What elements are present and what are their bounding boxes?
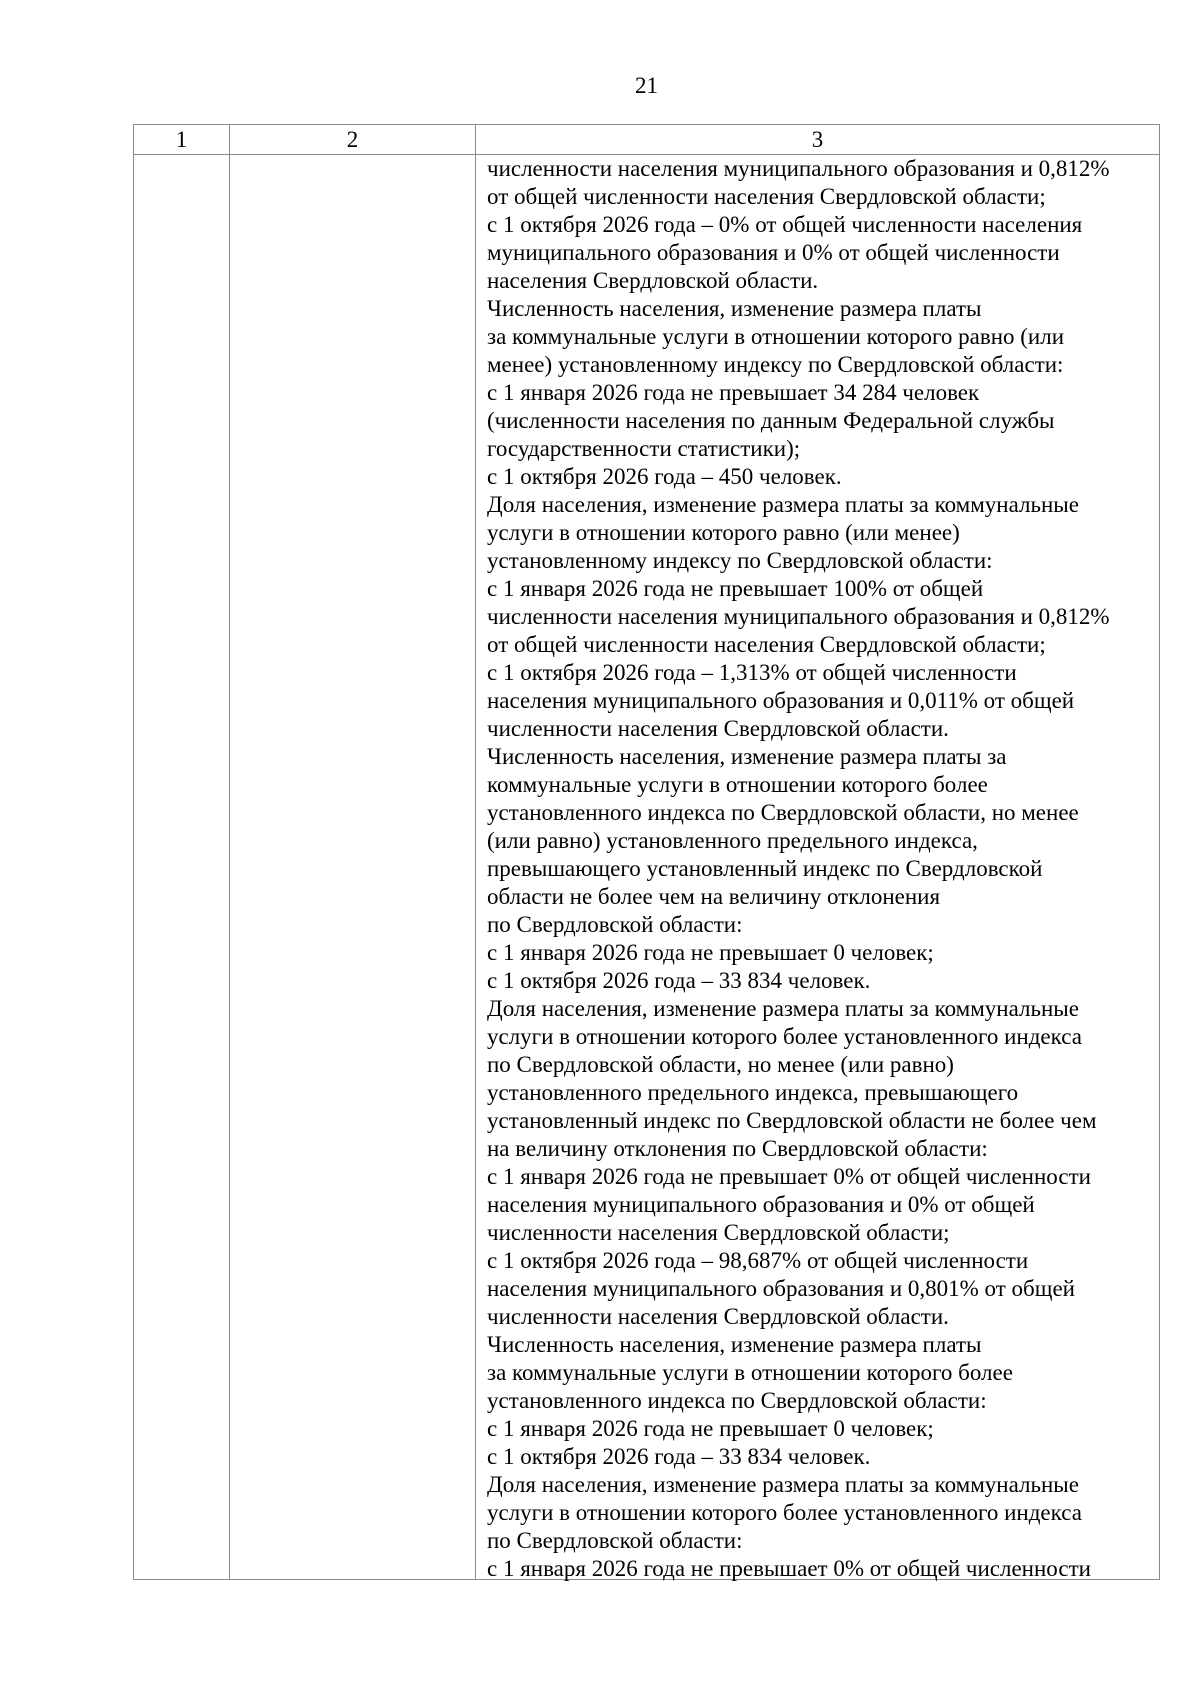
text-line: установленного индекса по Свердловской области: bbox=[487, 1388, 987, 1413]
text-line: с 1 октября 2026 года – 33 834 человек. bbox=[487, 1444, 871, 1469]
text-line: численности населения Свердловской области. bbox=[487, 1304, 949, 1329]
text-line: менее) установленному индексу по Свердловской области: bbox=[487, 352, 1064, 377]
column-divider-2 bbox=[475, 125, 476, 1579]
text-line: услуги в отношении которого более установленного индекса bbox=[487, 1500, 1082, 1525]
text-line: Доля населения, изменение размера платы за коммунальные bbox=[487, 1472, 1079, 1497]
text-line: коммунальные услуги в отношении которого более bbox=[487, 772, 988, 797]
text-line: с 1 января 2026 года не превышает 0 человек; bbox=[487, 940, 934, 965]
text-line: населения муниципального образования и 0% от общей bbox=[487, 1192, 1035, 1217]
page-number: 21 bbox=[635, 73, 658, 98]
text-line: (численности населения по данным Федеральной службы bbox=[487, 408, 1055, 433]
column-divider-1 bbox=[229, 125, 230, 1579]
text-line: численности населения Свердловской области. bbox=[487, 716, 949, 741]
text-line: с 1 января 2026 года не превышает 0% от общей численности bbox=[487, 1556, 1091, 1581]
text-line: государственности статистики); bbox=[487, 436, 801, 461]
text-line: с 1 января 2026 года не превышает 0% от общей численности bbox=[487, 1164, 1091, 1189]
text-line: с 1 октября 2026 года – 450 человек. bbox=[487, 464, 842, 489]
text-line: Доля населения, изменение размера платы за коммунальные bbox=[487, 996, 1079, 1021]
text-line: Численность населения, изменение размера платы за bbox=[487, 744, 1007, 769]
text-line: численности населения Свердловской области; bbox=[487, 1220, 950, 1245]
text-line: с 1 января 2026 года не превышает 0 человек; bbox=[487, 1416, 934, 1441]
text-line: установленному индексу по Свердловской области: bbox=[487, 548, 993, 573]
text-line: услуги в отношении которого более установленного индекса bbox=[487, 1024, 1082, 1049]
text-line: от общей численности населения Свердловской области; bbox=[487, 184, 1046, 209]
text-line: за коммунальные услуги в отношении которого равно (или bbox=[487, 324, 1065, 349]
text-line: Численность населения, изменение размера платы bbox=[487, 1332, 982, 1357]
header-col-2: 2 bbox=[346, 127, 359, 152]
text-line: с 1 октября 2026 года – 98,687% от общей численности bbox=[487, 1248, 1029, 1273]
text-line: по Свердловской области, но менее (или равно) bbox=[487, 1052, 954, 1077]
text-line: установленного индекса по Свердловской области, но менее bbox=[487, 800, 1079, 825]
header-col-3: 3 bbox=[811, 127, 824, 152]
text-line: области не более чем на величину отклонения bbox=[487, 884, 941, 909]
document-table bbox=[133, 124, 1160, 1580]
text-line: населения Свердловской области. bbox=[487, 268, 819, 293]
text-line: на величину отклонения по Свердловской области: bbox=[487, 1136, 988, 1161]
text-line: по Свердловской области: bbox=[487, 1528, 743, 1553]
text-line: численности населения муниципального образования и 0,812% bbox=[487, 156, 1110, 181]
text-line: численности населения муниципального образования и 0,812% bbox=[487, 604, 1110, 629]
text-line: от общей численности населения Свердловской области; bbox=[487, 632, 1046, 657]
text-line: превышающего установленный индекс по Свердловской bbox=[487, 856, 1043, 881]
text-line: с 1 октября 2026 года – 1,313% от общей численности bbox=[487, 660, 1017, 685]
text-line: Численность населения, изменение размера платы bbox=[487, 296, 982, 321]
text-line: населения муниципального образования и 0,011% от общей bbox=[487, 688, 1075, 713]
table-header-row bbox=[134, 125, 1159, 155]
column-3-text bbox=[487, 155, 1157, 1583]
text-line: муниципального образования и 0% от общей численности bbox=[487, 240, 1060, 265]
text-line: установленный индекс по Свердловской области не более чем bbox=[487, 1108, 1097, 1133]
text-line: Доля населения, изменение размера платы за коммунальные bbox=[487, 492, 1079, 517]
text-line: (или равно) установленного предельного индекса, bbox=[487, 828, 978, 853]
text-line: за коммунальные услуги в отношении которого более bbox=[487, 1360, 1013, 1385]
text-line: с 1 января 2026 года не превышает 34 284 человек bbox=[487, 380, 980, 405]
text-line: населения муниципального образования и 0,801% от общей bbox=[487, 1276, 1075, 1301]
text-line: с 1 октября 2026 года – 0% от общей численности населения bbox=[487, 212, 1083, 237]
text-line: по Свердловской области: bbox=[487, 912, 743, 937]
text-line: с 1 января 2026 года не превышает 100% от общей bbox=[487, 576, 984, 601]
text-line: услуги в отношении которого равно (или менее) bbox=[487, 520, 960, 545]
text-line: с 1 октября 2026 года – 33 834 человек. bbox=[487, 968, 871, 993]
text-line: установленного предельного индекса, превышающего bbox=[487, 1080, 1019, 1105]
header-col-1: 1 bbox=[175, 127, 188, 152]
